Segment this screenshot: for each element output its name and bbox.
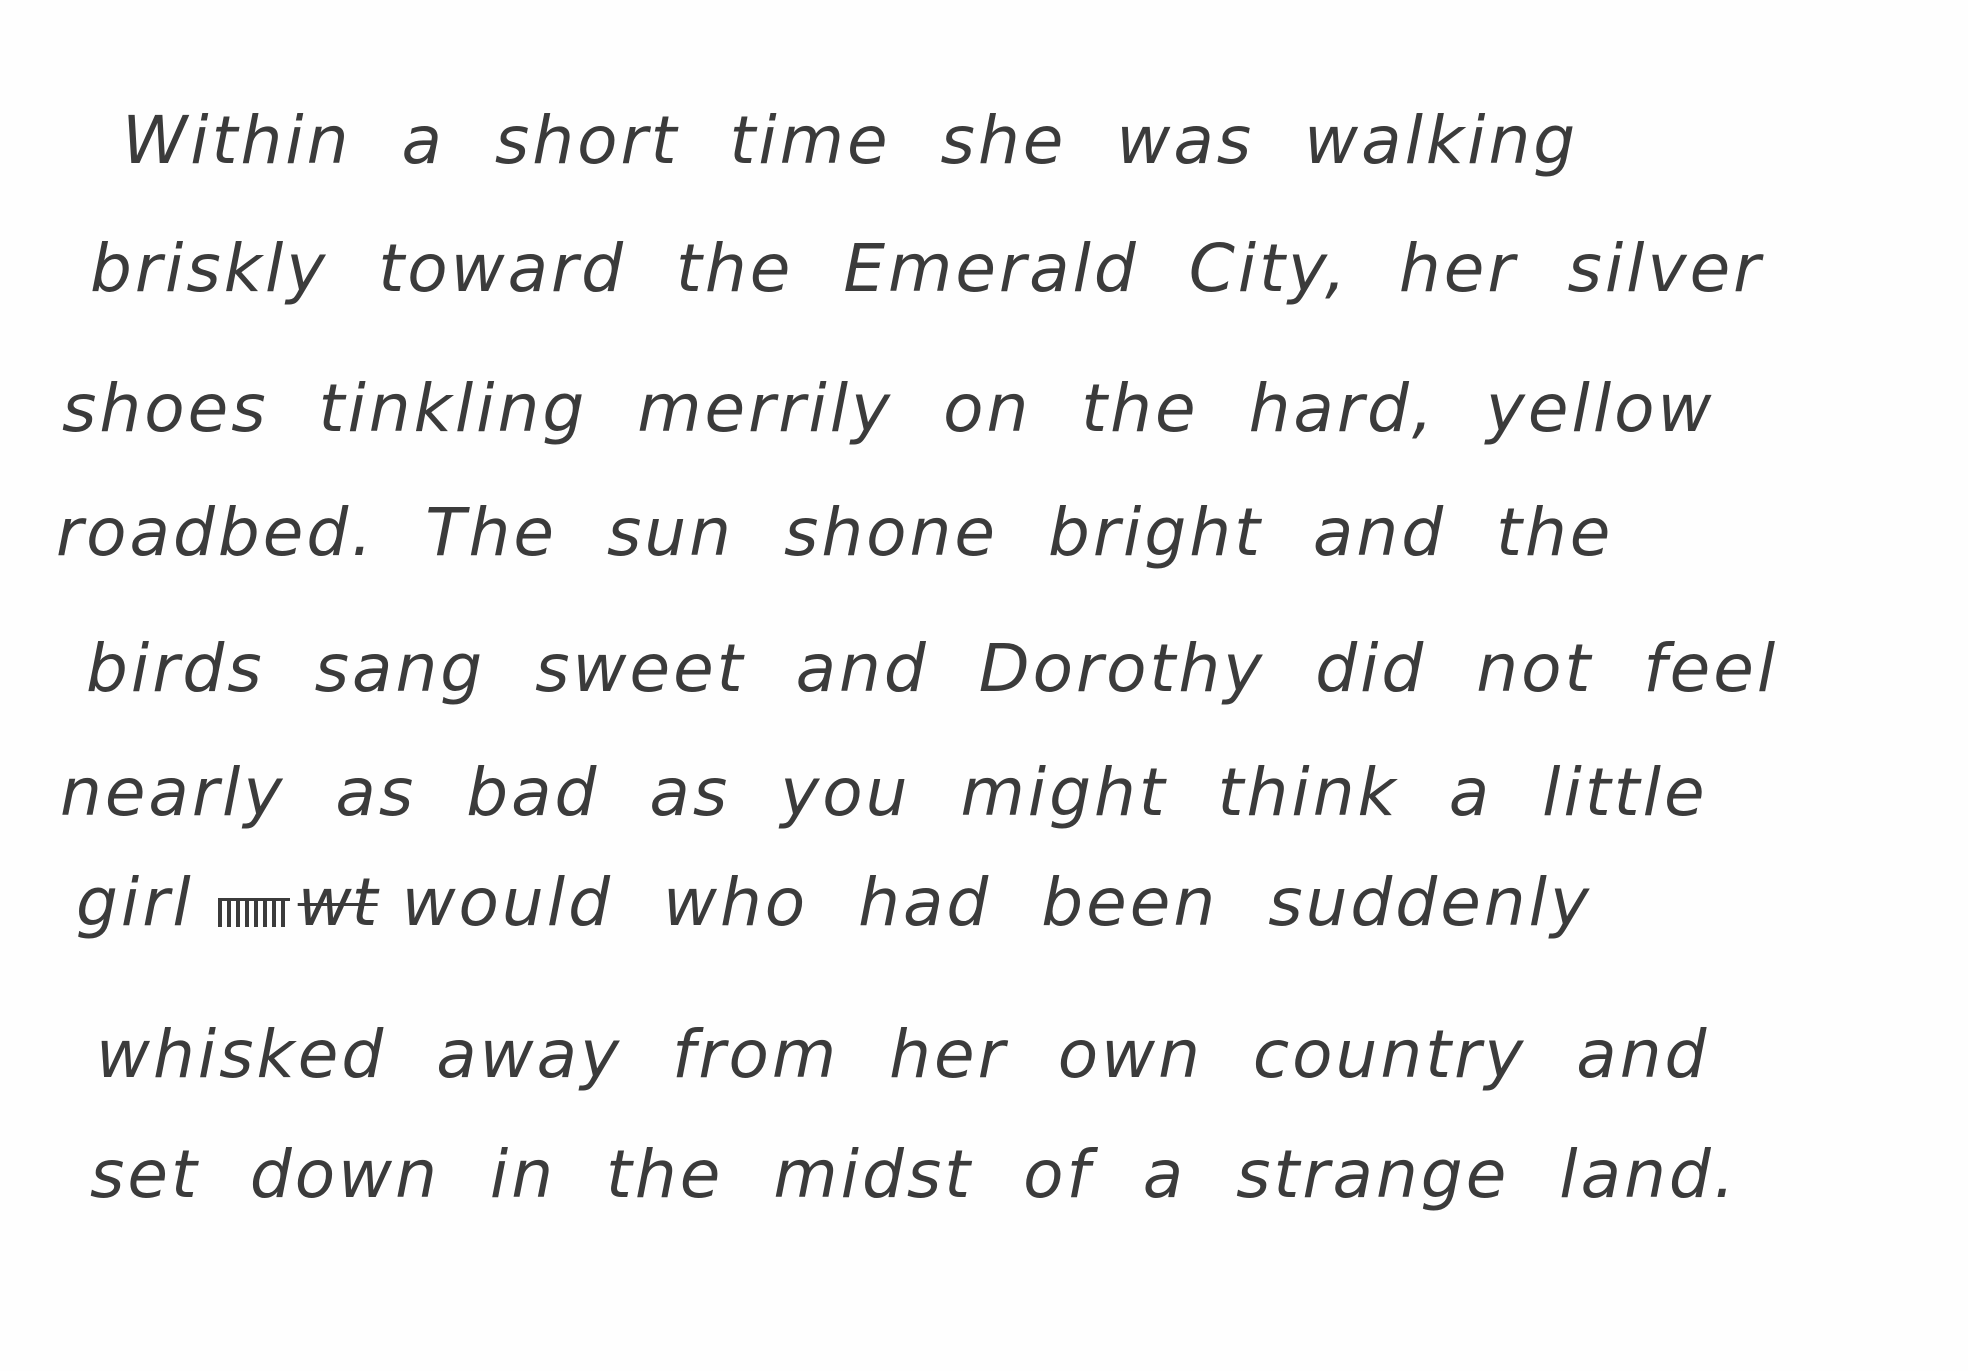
handwritten-line-2: briskly toward the Emerald City, her silver: [90, 230, 1764, 307]
handwritten-line-6: nearly as bad as you might think a little: [60, 754, 1708, 831]
handwritten-line-7: [76, 864, 1593, 941]
scribbled-out-word: [218, 898, 290, 927]
handwritten-line-9: set down in the midst of a strange land.: [90, 1136, 1738, 1213]
line-7-text: would who had been suddenly: [401, 864, 1593, 941]
handwritten-line-1: Within a short time she was walking: [122, 102, 1579, 179]
handwritten-line-4: roadbed. The sun shone bright and the: [56, 494, 1614, 571]
handwritten-line-5: birds sang sweet and Dorothy did not feel: [86, 630, 1779, 707]
handwritten-line-3: shoes tinkling merrily on the hard, yellow: [62, 370, 1715, 447]
crossed-out-word: wt: [297, 864, 378, 941]
line-7-prefix: girl: [76, 864, 194, 941]
handwritten-line-8: whisked away from her own country and: [96, 1016, 1710, 1093]
